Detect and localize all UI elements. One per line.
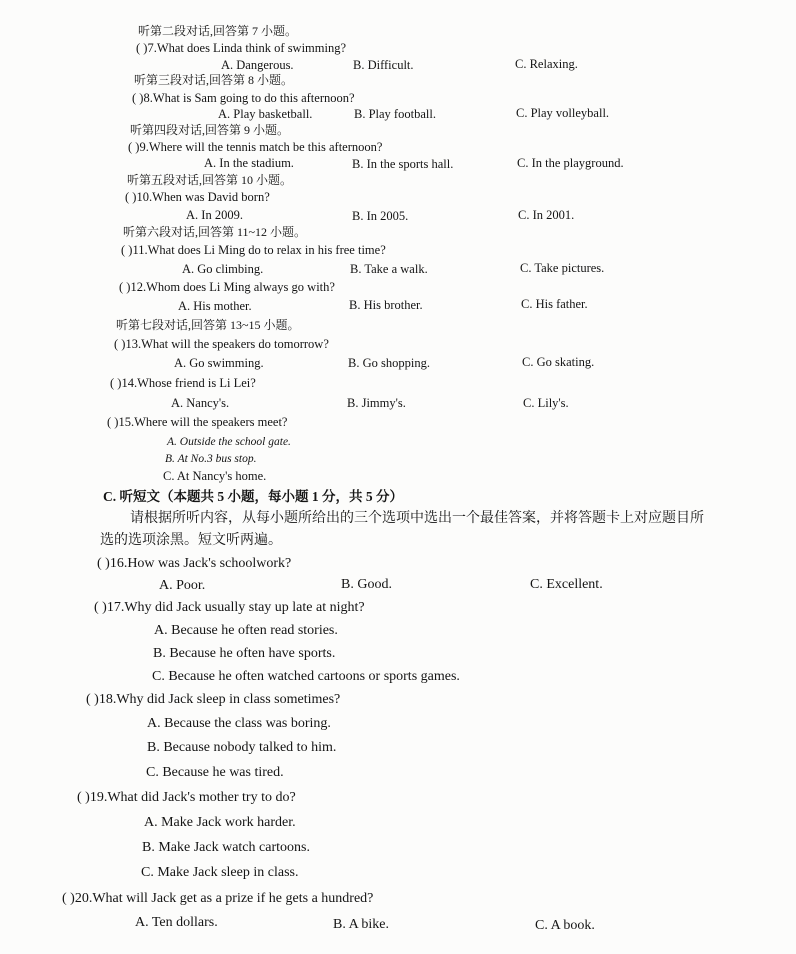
question-14-option-b: B. Jimmy's. — [347, 396, 406, 410]
question-7-option-b: B. Difficult. — [353, 58, 414, 72]
section-heading-5: 听第五段对话,回答第 10 小题。 — [127, 173, 293, 187]
section-heading-3: 听第三段对话,回答第 8 小题。 — [134, 73, 294, 87]
question-16-option-a: A. Poor. — [159, 578, 206, 593]
question-17-stem: ( )17.Why did Jack usually stay up late at night? — [94, 600, 365, 615]
question-9-option-a: A. In the stadium. — [204, 156, 294, 170]
question-20-stem: ( )20.What will Jack get as a prize if he gets a hundred? — [62, 891, 374, 906]
question-16-stem: ( )16.How was Jack's schoolwork? — [97, 556, 292, 571]
question-12-option-c: C. His father. — [521, 297, 588, 311]
question-10-option-a: A. In 2009. — [186, 208, 243, 222]
question-20-option-a: A. Ten dollars. — [135, 915, 218, 930]
question-19-option-a: A. Make Jack work harder. — [144, 815, 296, 830]
question-13-option-a: A. Go swimming. — [174, 356, 264, 370]
question-20-option-c: C. A book. — [535, 918, 595, 933]
question-13-option-b: B. Go shopping. — [348, 356, 430, 370]
question-10-option-b: B. In 2005. — [352, 209, 409, 223]
question-12-stem: ( )12.Whom does Li Ming always go with? — [119, 280, 335, 294]
section-heading-4: 听第四段对话,回答第 9 小题。 — [130, 123, 290, 137]
question-18-stem: ( )18.Why did Jack sleep in class sometimes? — [86, 692, 341, 707]
question-15-stem: ( )15.Where will the speakers meet? — [107, 415, 288, 429]
question-13-stem: ( )13.What will the speakers do tomorrow? — [114, 337, 329, 351]
part-c-instructions-line-1: 请根据所听内容，从每小题所给出的三个选项中选出一个最佳答案，并将答题卡上对应题目所 — [130, 511, 704, 526]
section-heading-2: 听第二段对话,回答第 7 小题。 — [138, 24, 298, 38]
question-8-option-b: B. Play football. — [354, 107, 436, 121]
question-19-stem: ( )19.What did Jack's mother try to do? — [77, 790, 296, 805]
question-11-stem: ( )11.What does Li Ming do to relax in his free time? — [121, 243, 386, 257]
question-12-option-b: B. His brother. — [349, 298, 423, 312]
question-8-option-a: A. Play basketball. — [218, 107, 313, 121]
question-15-option-b: B. At No.3 bus stop. — [165, 453, 257, 465]
question-17-option-a: A. Because he often read stories. — [154, 623, 338, 638]
question-9-stem: ( )9.Where will the tennis match be this afternoon? — [128, 140, 383, 154]
question-11-option-b: B. Take a walk. — [350, 262, 428, 276]
section-heading-7: 听第七段对话,回答第 13~15 小题。 — [116, 318, 300, 332]
question-12-option-a: A. His mother. — [178, 299, 252, 313]
question-14-stem: ( )14.Whose friend is Li Lei? — [110, 376, 256, 390]
part-c-instructions-line-2: 选的选项涂黑。短文听两遍。 — [100, 533, 282, 548]
question-11-option-c: C. Take pictures. — [520, 261, 605, 275]
question-7-option-a: A. Dangerous. — [221, 58, 294, 72]
question-7-stem: ( )7.What does Linda think of swimming? — [136, 41, 347, 55]
question-8-option-c: C. Play volleyball. — [516, 106, 610, 120]
question-9-option-c: C. In the playground. — [517, 156, 624, 170]
question-18-option-a: A. Because the class was boring. — [147, 716, 331, 731]
question-13-option-c: C. Go skating. — [522, 355, 595, 369]
question-17-option-c: C. Because he often watched cartoons or sports games. — [152, 669, 460, 684]
question-16-option-c: C. Excellent. — [530, 577, 603, 592]
question-16-option-b: B. Good. — [341, 577, 392, 592]
question-20-option-b: B. A bike. — [333, 917, 390, 932]
question-15-option-c: C. At Nancy's home. — [163, 469, 267, 483]
question-10-stem: ( )10.When was David born? — [125, 190, 270, 204]
question-9-option-b: B. In the sports hall. — [352, 157, 454, 171]
question-14-option-a: A. Nancy's. — [171, 396, 230, 410]
part-c-header: C. 听短文（本题共 5 小题，每小题 1 分，共 5 分） — [103, 489, 403, 504]
question-10-option-c: C. In 2001. — [518, 208, 575, 222]
question-11-option-a: A. Go climbing. — [182, 262, 264, 276]
question-15-option-a: A. Outside the school gate. — [167, 436, 291, 448]
question-18-option-b: B. Because nobody talked to him. — [147, 740, 337, 755]
question-8-stem: ( )8.What is Sam going to do this afternoon? — [132, 91, 355, 105]
question-18-option-c: C. Because he was tired. — [146, 765, 284, 780]
section-heading-6: 听第六段对话,回答第 11~12 小题。 — [123, 225, 307, 239]
question-19-option-c: C. Make Jack sleep in class. — [141, 865, 299, 880]
question-14-option-c: C. Lily's. — [523, 396, 569, 410]
question-19-option-b: B. Make Jack watch cartoons. — [142, 840, 310, 855]
question-7-option-c: C. Relaxing. — [515, 57, 578, 71]
question-17-option-b: B. Because he often have sports. — [153, 646, 336, 661]
